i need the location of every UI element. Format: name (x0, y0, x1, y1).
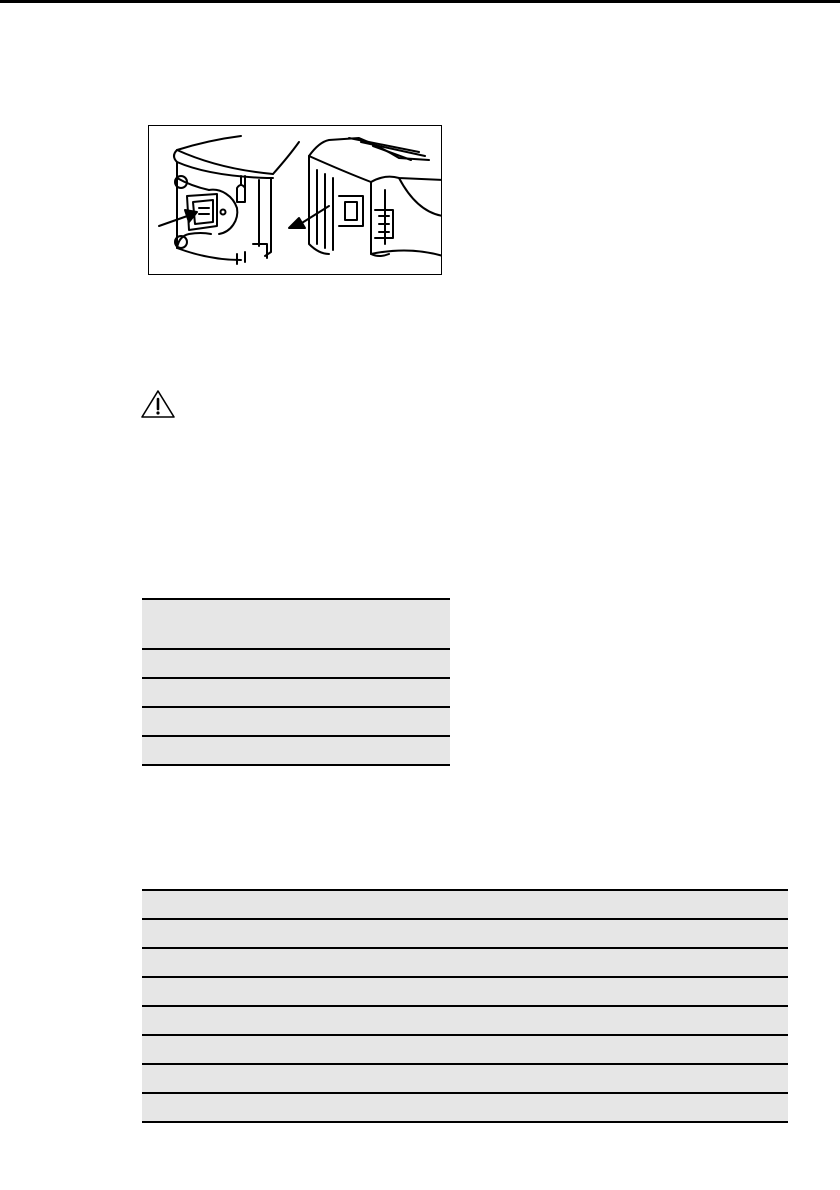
table-row (142, 1035, 788, 1064)
table-row (142, 1064, 788, 1093)
table-row (142, 890, 788, 919)
table-cell (218, 736, 450, 765)
table-cell (142, 977, 218, 1006)
page-top-rule (0, 0, 840, 3)
table-cell (142, 649, 218, 678)
table-cell (142, 948, 218, 977)
table-cell (142, 1093, 218, 1122)
specification-table-large (142, 889, 788, 1123)
table-row (142, 977, 788, 1006)
table-cell (142, 678, 218, 707)
table-cell (218, 1064, 788, 1093)
table-row (142, 707, 450, 736)
table-cell (218, 1035, 788, 1064)
table-cell (218, 649, 450, 678)
plug-connector-figure (148, 125, 442, 275)
table-cell (218, 890, 788, 919)
table-cell (142, 1035, 218, 1064)
table-cell (218, 977, 788, 1006)
plug-connector-icon (149, 126, 442, 275)
table-cell (218, 1006, 788, 1035)
table-row (142, 736, 450, 765)
table-cell (218, 707, 450, 736)
table-cell (218, 678, 450, 707)
warning-triangle-icon (140, 389, 176, 419)
table-cell (218, 1093, 788, 1122)
table-header-cell (142, 599, 218, 649)
table-header-cell (218, 599, 450, 649)
table-cell (142, 736, 218, 765)
table-row (142, 1093, 788, 1122)
table-row (142, 678, 450, 707)
table-cell (142, 1064, 218, 1093)
table-cell (218, 948, 788, 977)
table-row (142, 1006, 788, 1035)
table-cell (142, 707, 218, 736)
table-cell (142, 1006, 218, 1035)
table-header-row (142, 599, 450, 649)
table-cell (142, 890, 218, 919)
specification-table-small (142, 598, 450, 766)
table-row (142, 649, 450, 678)
table-row (142, 948, 788, 977)
table-cell (218, 919, 788, 948)
table-cell (142, 919, 218, 948)
table-row (142, 919, 788, 948)
